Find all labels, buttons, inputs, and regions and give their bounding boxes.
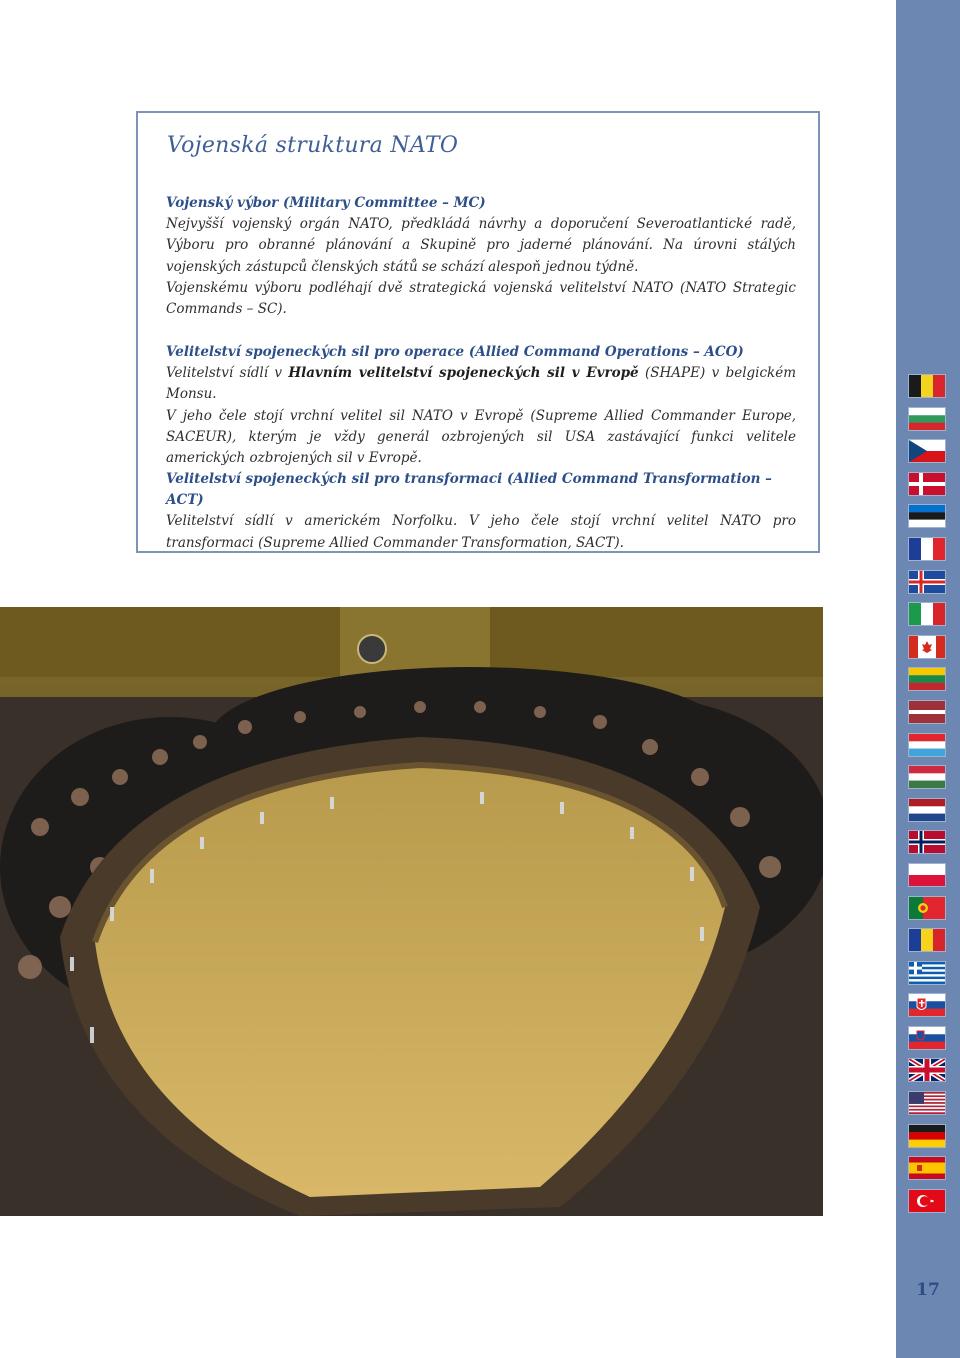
- info-box: [136, 111, 820, 553]
- hungary-flag: [909, 766, 945, 788]
- section-aco: [166, 342, 796, 469]
- iceland-flag: [909, 571, 945, 593]
- section-paragraph: Velitelství sídlí v americkém Norfolku. V jeho čele stojí vrchní velitel NATO pro transformaci (Supreme Allied Commander Transformation, SACT).: [166, 513, 796, 551]
- text-run: Velitelství sídlí v: [166, 365, 289, 382]
- luxembourg-flag: [909, 734, 945, 756]
- portugal-flag: [909, 897, 945, 919]
- section-paragraph: V jeho čele stojí vrchní velitel sil NATO v Evropě (Supreme Allied Commander Europe, SACEUR), kterým je vždy generál ozbrojených sil USA zastávající funkci velitele amerických ozbrojených sil v Evropě.: [166, 407, 796, 467]
- shape-name: Hlavním velitelství spojeneckých sil v Evropě: [288, 365, 639, 382]
- belgium-flag: [909, 375, 945, 397]
- lithuania-flag: [909, 668, 945, 690]
- section-military-committee: [166, 193, 796, 320]
- slovakia-flag: [909, 994, 945, 1016]
- netherlands-flag: [909, 799, 945, 821]
- usa-flag: [909, 1092, 945, 1114]
- czech-flag: [909, 440, 945, 462]
- text-run: (SHAPE) v belgickém Monsu.: [166, 365, 797, 403]
- uk-flag: [909, 1059, 945, 1081]
- canada-flag: [909, 636, 945, 658]
- spain-flag: [909, 1157, 945, 1179]
- germany-flag: [909, 1125, 945, 1147]
- bulgaria-flag: [909, 408, 945, 430]
- conference-photo: [0, 607, 823, 1216]
- romania-flag: [909, 929, 945, 951]
- section-title: Velitelství spojeneckých sil pro operace (Allied Command Operations – ACO): [166, 344, 744, 360]
- slovenia-flag: [909, 1027, 945, 1049]
- italy-flag: [909, 603, 945, 625]
- section-title: Vojenský výbor (Military Committee – MC): [166, 195, 486, 211]
- section-paragraph: Vojenskému výboru podléhají dvě strategická vojenská velitelství NATO (NATO Strategic Commands – SC).: [166, 279, 796, 318]
- latvia-flag: [909, 701, 945, 723]
- france-flag: [909, 538, 945, 560]
- member-flags-column: [909, 375, 945, 1222]
- page-heading: Vojenská struktura NATO: [167, 133, 459, 158]
- turkey-flag: [909, 1190, 945, 1212]
- section-act: [166, 469, 796, 554]
- greece-flag: [909, 962, 945, 984]
- section-paragraph: [166, 363, 796, 405]
- page-number: 17: [916, 1280, 940, 1300]
- poland-flag: [909, 864, 945, 886]
- section-paragraph: Nejvyšší vojenský orgán NATO, předkládá návrhy a doporučení Severoatlantické radě, Výboru pro obranné plánování a Skupině pro jaderné plánování. Na úrovni stálých vojenských zástupců členských států se schází alespoň jednou týdně.: [166, 216, 796, 275]
- norway-flag: [909, 831, 945, 853]
- section-title: Velitelství spojeneckých sil pro transformaci (Allied Command Transformation – ACT): [166, 471, 772, 509]
- estonia-flag: [909, 505, 945, 527]
- denmark-flag: [909, 473, 945, 495]
